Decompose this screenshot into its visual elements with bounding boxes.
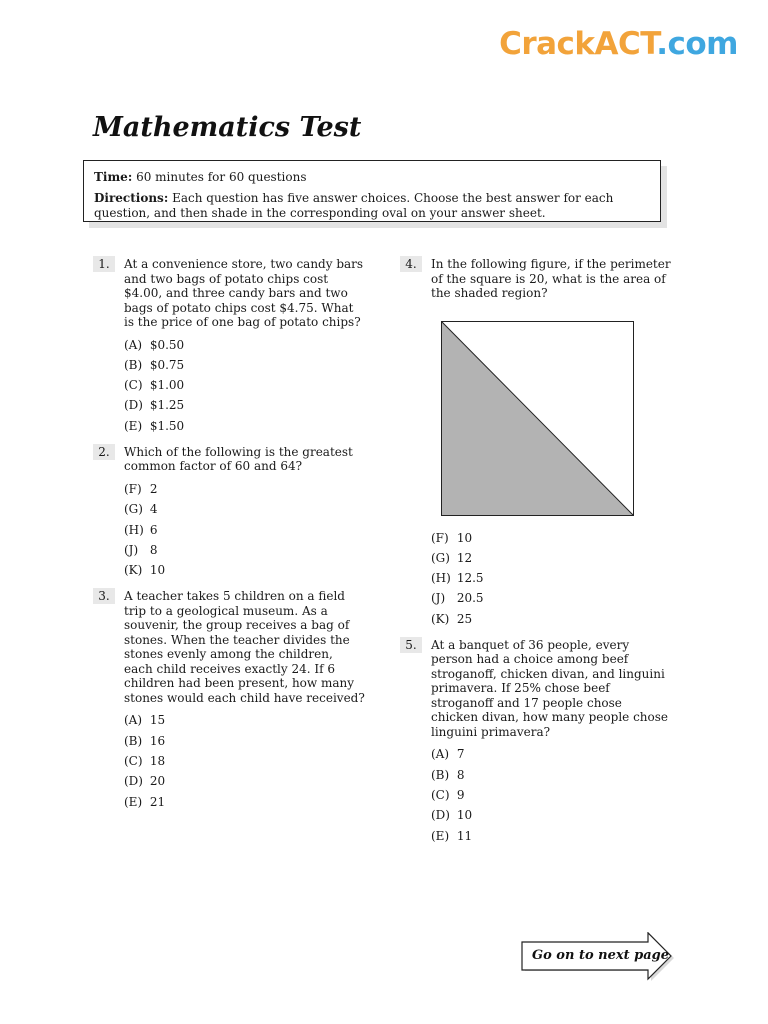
choice-letter: (E) (431, 828, 450, 843)
choice-letter: (D) (124, 398, 143, 413)
choice-value: 12.5 (456, 571, 484, 586)
question-1 (93, 256, 365, 436)
directions-label: Directions: (94, 191, 169, 205)
question-number: 2. (93, 444, 115, 460)
choice-value: 8 (149, 542, 158, 557)
answer-choice[interactable] (124, 792, 365, 812)
choice-letter: (H) (124, 522, 144, 537)
question-number: 5. (400, 637, 422, 653)
right-column (400, 256, 672, 854)
question-text: Which of the following is the greatest common factor of 60 and 64? (124, 444, 353, 474)
answer-choice[interactable] (431, 765, 672, 785)
choice-value: 25 (456, 611, 473, 626)
question-text: A teacher takes 5 children on a field trip to a geological museum. As a souvenir, the group receives a bag of stones. When the teacher divides the stones evenly among the children, each child receives exactly 24. If 6 children had been present, how many stones would each child have received? (124, 589, 365, 705)
choice-value: $1.50 (149, 418, 185, 433)
answer-choice[interactable] (431, 588, 672, 608)
question-3 (93, 588, 365, 811)
answer-choice[interactable] (124, 479, 365, 499)
answer-choice[interactable] (124, 499, 365, 519)
time-line (94, 170, 650, 185)
choice-letter: (B) (124, 733, 143, 748)
choice-value: 8 (456, 767, 465, 782)
question-number: 4. (400, 256, 422, 272)
logo (499, 26, 738, 62)
logo-part-com: .com (656, 26, 738, 62)
answer-choice[interactable] (431, 785, 672, 805)
answer-choice[interactable] (124, 771, 365, 791)
choice-letter: (B) (124, 357, 143, 372)
logo-part-act: ACT (594, 26, 657, 62)
choice-value: 15 (149, 713, 166, 728)
question-4 (400, 256, 672, 629)
choice-value: $1.25 (149, 398, 185, 413)
choice-letter: (J) (431, 591, 446, 606)
choice-value: 12 (456, 550, 473, 565)
left-column (93, 256, 365, 820)
question-text: At a convenience store, two candy bars and two bags of potato chips cost $4.00, and three candy bars and two bags of potato chips cost $4.75. What is the price of one bag of potato chips? (124, 257, 364, 329)
choice-value: 10 (456, 808, 473, 823)
question-text: In the following figure, if the perimeter of the square is 20, what is the area of the shaded region? (431, 257, 671, 300)
answer-choice[interactable] (124, 731, 365, 751)
choice-letter: (C) (431, 788, 450, 803)
choice-letter: (J) (124, 542, 139, 557)
choice-value: 10 (149, 563, 166, 578)
question-number: 3. (93, 588, 115, 604)
directions-text: Each question has five answer choices. Choose the best answer for each question, and then shade in the corresponding oval on your answer sheet. (94, 191, 614, 220)
choice-letter: (H) (431, 571, 451, 586)
choice-value: 20 (149, 774, 166, 789)
answer-choice[interactable] (124, 416, 365, 436)
choice-value: 16 (149, 733, 166, 748)
answer-choices (124, 335, 365, 436)
choice-value: 2 (149, 481, 158, 496)
answer-choice[interactable] (431, 744, 672, 764)
logo-part-crack: Crack (499, 26, 595, 62)
choice-value: 4 (149, 502, 158, 517)
choice-value: 21 (149, 794, 166, 809)
directions-line (94, 191, 650, 221)
time-text: 60 minutes for 60 questions (136, 170, 307, 184)
question-text: At a banquet of 36 people, every person had a choice among beef stroganoff, chicken divan, and linguini primavera. If 25% chose beef stroganoff and 17 people chose chicken divan, how many people chose linguini primavera? (431, 637, 669, 739)
choice-value: $0.75 (149, 357, 185, 372)
choice-value: 9 (456, 788, 465, 803)
choice-value: 6 (149, 522, 158, 537)
choice-letter: (B) (431, 767, 450, 782)
answer-choice[interactable] (124, 520, 365, 540)
answer-choices (431, 528, 672, 629)
answer-choice[interactable] (431, 528, 672, 548)
answer-choice[interactable] (124, 395, 365, 415)
choice-value: 20.5 (456, 591, 484, 606)
square-diagram (441, 321, 634, 516)
answer-choices (124, 710, 365, 811)
choice-value: 7 (456, 747, 465, 762)
choice-letter: (A) (124, 713, 143, 728)
question-number: 1. (93, 256, 115, 272)
choice-letter: (A) (124, 337, 143, 352)
answer-choice[interactable] (124, 335, 365, 355)
question-2 (93, 444, 365, 580)
next-page-label: Go on to next page (532, 948, 670, 963)
time-label: Time: (94, 170, 133, 184)
answer-choice[interactable] (124, 560, 365, 580)
choice-letter: (F) (124, 481, 142, 496)
answer-choice[interactable] (124, 375, 365, 395)
directions-box (83, 160, 661, 222)
choice-letter: (A) (431, 747, 450, 762)
choice-letter: (E) (124, 418, 143, 433)
answer-choice[interactable] (124, 710, 365, 730)
next-page-arrow[interactable] (521, 932, 676, 984)
choice-letter: (F) (431, 530, 449, 545)
choice-value: 18 (149, 754, 166, 769)
choice-letter: (G) (124, 502, 143, 517)
choice-letter: (K) (431, 611, 450, 626)
choice-letter: (D) (431, 808, 450, 823)
answer-choice[interactable] (431, 568, 672, 588)
choice-value: 11 (456, 828, 473, 843)
answer-choices (124, 479, 365, 580)
answer-choice[interactable] (124, 355, 365, 375)
answer-choice[interactable] (431, 609, 672, 629)
answer-choice[interactable] (431, 805, 672, 825)
answer-choice[interactable] (431, 826, 672, 846)
question-5 (400, 637, 672, 846)
choice-value: $1.00 (149, 378, 185, 393)
answer-choice[interactable] (431, 548, 672, 568)
choice-letter: (K) (124, 563, 143, 578)
choice-letter: (E) (124, 794, 143, 809)
choice-letter: (C) (124, 378, 143, 393)
answer-choice[interactable] (124, 540, 365, 560)
page-title: Mathematics Test (93, 112, 362, 143)
answer-choice[interactable] (124, 751, 365, 771)
choice-letter: (G) (431, 550, 450, 565)
square-figure (441, 321, 634, 516)
choice-letter: (D) (124, 774, 143, 789)
choice-value: $0.50 (149, 337, 185, 352)
choice-letter: (C) (124, 754, 143, 769)
choice-value: 10 (456, 530, 473, 545)
answer-choices (431, 744, 672, 845)
